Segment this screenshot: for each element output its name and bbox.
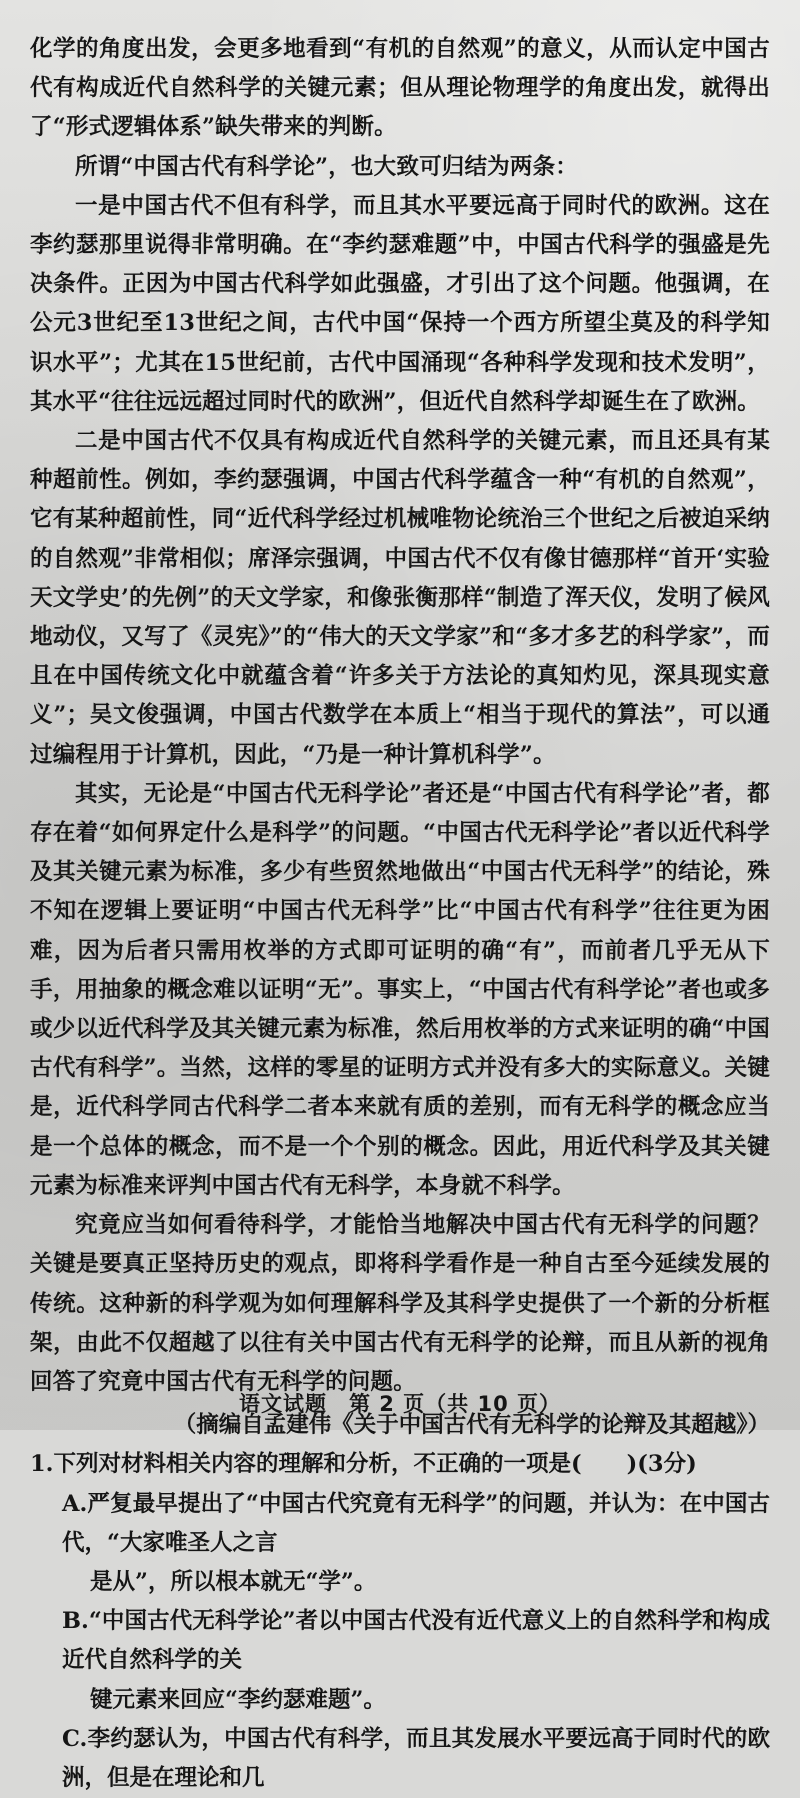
paragraph-point-one: 一是中国古代不但有科学，而且其水平要远高于同时代的欧洲。这在李约瑟那里说得非常明确。在“李约瑟难题”中，中国古代科学的强盛是先决条件。正因为中国古代科学如此强盛，才引出了这个问题。他强调，在公元3世纪至13世纪之间，古代中国“保持一个西方所望尘莫及的科学知识水平”；尤其在15世纪前，古代中国涌现“各种科学发现和技术发明”，其水平“往往远远超过同时代的欧洲”，但近代自然科学却诞生在了欧洲。 <box>30 192 770 415</box>
option-a <box>30 1485 770 1603</box>
paragraph-intro-two-points: 所谓“中国古代有科学论”，也大致可归结为两条： <box>75 153 578 180</box>
question-stem: 1.下列对材料相关内容的理解和分析，不正确的一项是( )(3分) <box>30 1451 697 1478</box>
option-c-line1: 李约瑟认为，中国古代有科学，而且其发展水平要远高于同时代的欧洲，但是在理论和几 <box>62 1725 770 1791</box>
option-b-line1: “中国古代无科学论”者以中国古代没有近代意义上的自然科学和构成近代自然科学的关 <box>62 1608 770 1674</box>
option-b-line2: 键元素来回应“李约瑟难题”。 <box>90 1686 386 1713</box>
paragraph-conclusion: 究竟应当如何看待科学，才能恰当地解决中国古代有无科学的问题？关键是要真正坚持历史的观点，即将科学看作是一种自古至今延续发展的传统。这种新的科学观为如何理解科学及其科学史提供了一个新的分析框架，由此不仅超越了以往有关中国古代有无科学的论辩，而且从新的视角回答了究竟中国古代有无科学的问题。 <box>30 1212 770 1395</box>
option-c-label: C. <box>62 1725 88 1752</box>
option-a-label: A. <box>62 1490 88 1517</box>
option-c <box>30 1720 770 1798</box>
option-b-label: B. <box>62 1608 89 1635</box>
paragraph-in-fact: 其实，无论是“中国古代无科学论”者还是“中国古代有科学论”者，都存在着“如何界定什么是科学”的问题。“中国古代无科学论”者以近代科学及其关键元素为标准，多少有些贸然地做出“中国古代无科学”的结论，殊不知在逻辑上要证明“中国古代无科学”比“中国古代有科学”往往更为困难，因为后者只需用枚举的方式即可证明的确“有”，而前者几乎无从下手，用抽象的概念难以证明“无”。事实上，“中国古代有科学论”者也或多或少以近代科学及其关键元素为标准，然后用枚举的方式来证明的确“中国古代有科学”。当然，这样的零星的证明方式并没有多大的实际意义。关键是，近代科学同古代科学二者本来就有质的差别，而有无科学的概念应当是一个总体的概念，而不是一个个别的概念。因此，用近代科学及其关键元素为标准来评判中国古代有无科学，本身就不科学。 <box>30 780 770 1199</box>
paragraph-continuation: 化学的角度出发，会更多地看到“有机的自然观”的意义，从而认定中国古代有构成近代自然科学的关键元素；但从理论物理学的角度出发，就得出了“形式逻辑体系”缺失带来的判断。 <box>30 36 770 141</box>
option-a-line2: 是从”，所以根本就无“学”。 <box>90 1568 377 1595</box>
paragraph-point-two: 二是中国古代不仅具有构成近代自然科学的关键元素，而且还具有某种超前性。例如，李约瑟强调，中国古代科学蕴含一种“有机的自然观”，它有某种超前性，同“近代科学经过机械唯物论统治三个世纪之后被迫采纳的自然观”非常相似；席泽宗强调，中国古代不仅有像甘德那样“首开‘实验天文学史’的先例”的天文学家，和像张衡那样“制造了浑天仪，发明了候风地动仪，又写了《灵宪》”的“伟大的天文学家”和“多才多艺的科学家”，而且在中国传统文化中就蕴含着“许多关于方法论的真知灼见，深具现实意义”；吴文俊强调，中国古代数学在本质上“相当于现代的算法”，可以通过编程用于计算机，因此，“乃是一种计算机科学”。 <box>30 428 770 768</box>
option-b <box>30 1602 770 1720</box>
option-a-line1: 严复最早提出了“中国古代究竟有无科学”的问题，并认为：在中国古代，“大家唯圣人之言 <box>62 1490 770 1556</box>
page-footer: 语文试题 第 2 页（共 10 页） <box>238 1392 562 1416</box>
source-citation: （摘编自孟建伟《关于中国古代有无科学的论辩及其超越》） <box>173 1412 770 1439</box>
